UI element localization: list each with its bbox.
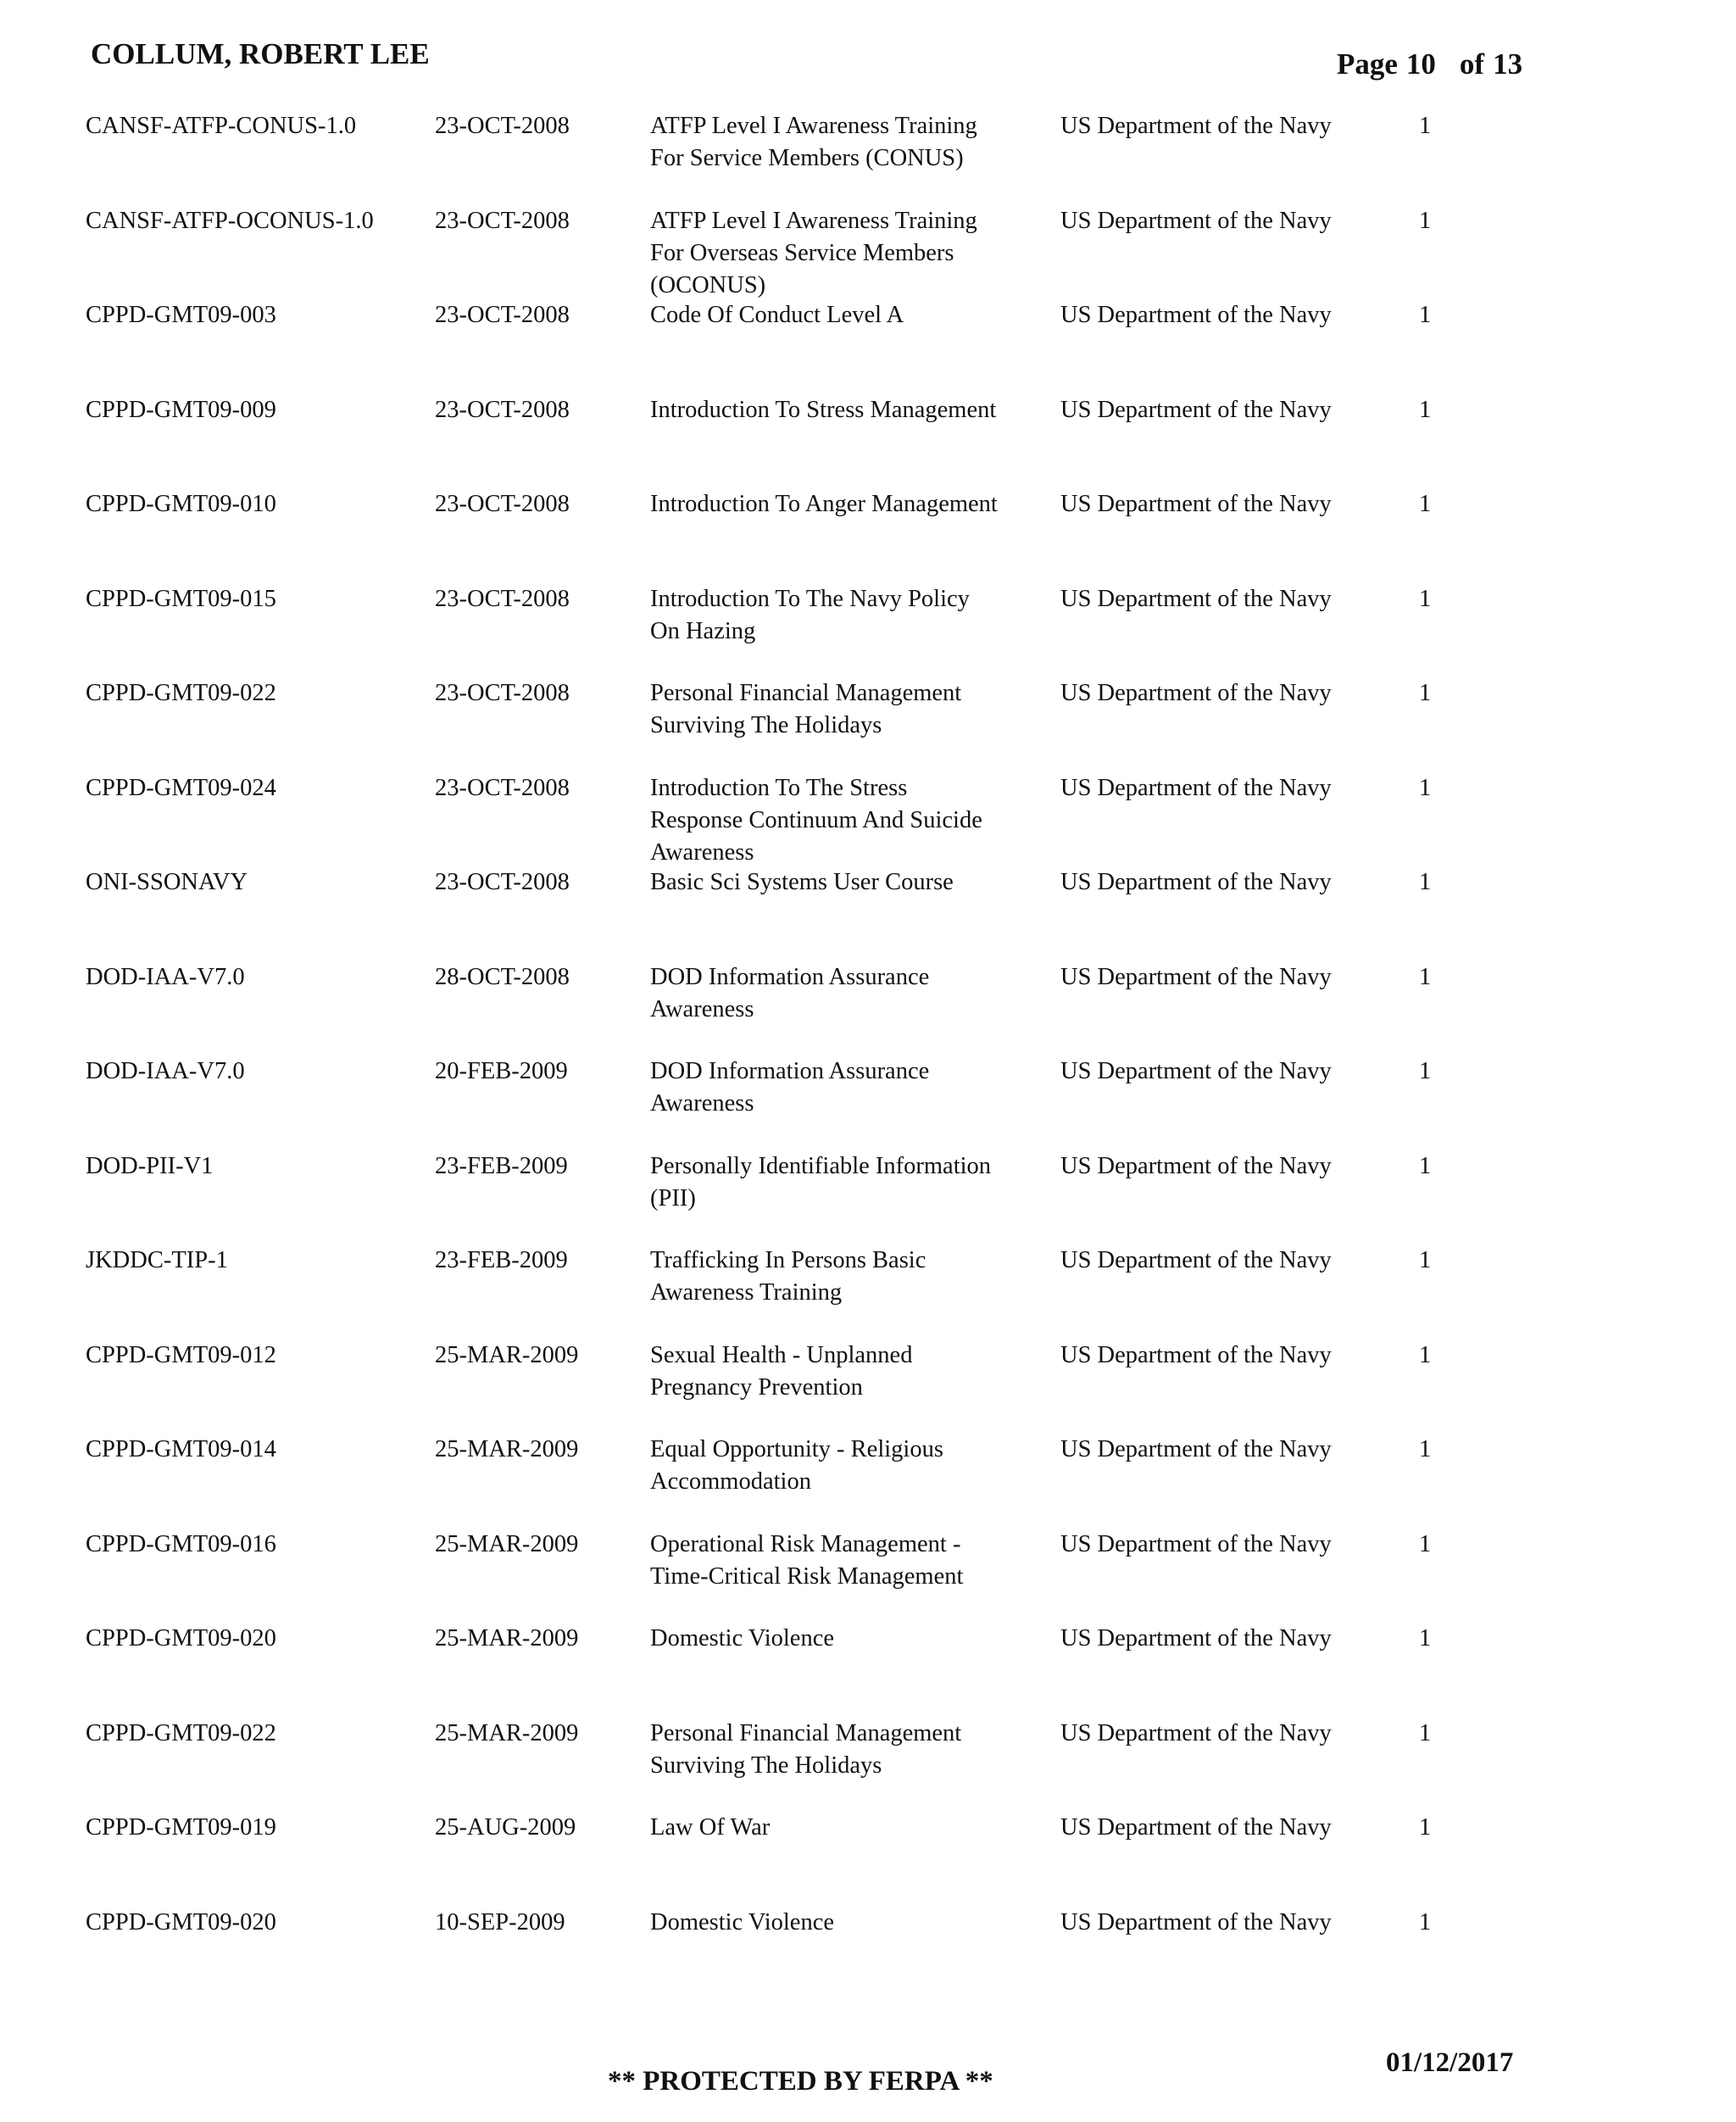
course-row: [0, 1055, 1736, 1149]
course-institution: US Department of the Navy: [1060, 963, 1332, 990]
course-title-line: Sexual Health - Unplanned: [650, 1341, 913, 1368]
course-date: 23-OCT-2008: [435, 302, 570, 328]
course-credit: 1: [1419, 1341, 1432, 1368]
course-row: [0, 583, 1736, 677]
course-institution: US Department of the Navy: [1060, 1341, 1332, 1368]
course-credit: 1: [1419, 585, 1432, 612]
course-title-line: DOD Information Assurance: [650, 1058, 930, 1084]
course-code: CPPD-GMT09-014: [86, 1436, 276, 1462]
course-code: CPPD-GMT09-019: [86, 1814, 276, 1841]
course-title-line: Personal Financial Management: [650, 680, 962, 706]
course-title: [650, 1339, 1023, 1404]
course-title-line: On Hazing: [650, 617, 756, 644]
course-credit: 1: [1419, 774, 1432, 801]
course-title-line: Time-Critical Risk Management: [650, 1562, 964, 1590]
course-title-line: Awareness: [650, 838, 754, 866]
course-institution: US Department of the Navy: [1060, 1625, 1332, 1651]
course-row: [0, 1623, 1736, 1716]
course-row: [0, 394, 1736, 487]
course-code: CPPD-GMT09-012: [86, 1341, 276, 1368]
course-credit: 1: [1419, 1436, 1432, 1462]
course-row: [0, 1434, 1736, 1527]
course-date: 23-OCT-2008: [435, 113, 570, 139]
course-title-line: Domestic Violence: [650, 1625, 834, 1651]
course-code: DOD-PII-V1: [86, 1152, 214, 1179]
course-title-line: Surviving The Holidays: [650, 712, 882, 738]
course-credit: 1: [1419, 207, 1432, 234]
course-title-line: Introduction To The Navy Policy: [650, 585, 970, 612]
course-institution: US Department of the Navy: [1060, 1436, 1332, 1462]
course-title-line: Introduction To Anger Management: [650, 491, 998, 517]
course-row: [0, 866, 1736, 960]
course-date: 23-FEB-2009: [435, 1247, 568, 1273]
course-credit: 1: [1419, 1814, 1432, 1841]
course-title: [650, 110, 1023, 175]
of-label: of: [1459, 47, 1485, 81]
course-credit: 1: [1419, 113, 1432, 139]
course-title: [650, 1529, 1023, 1593]
course-credit: 1: [1419, 1625, 1432, 1651]
ferpa-notice: ** PROTECTED BY FERPA **: [608, 2066, 993, 2097]
course-title: [650, 1434, 1023, 1498]
course-title-line: Surviving The Holidays: [650, 1752, 882, 1779]
course-institution: US Department of the Navy: [1060, 491, 1332, 517]
course-title: [650, 866, 1023, 899]
course-title-line: Pregnancy Prevention: [650, 1373, 863, 1401]
course-code: CPPD-GMT09-022: [86, 1719, 276, 1746]
course-row: [0, 1529, 1736, 1622]
course-institution: US Department of the Navy: [1060, 207, 1332, 234]
course-title: [650, 1718, 1023, 1782]
course-title: [650, 1245, 1023, 1309]
course-row: [0, 1339, 1736, 1433]
course-title-line: (PII): [650, 1184, 696, 1211]
course-institution: US Department of the Navy: [1060, 396, 1332, 423]
course-title-line: Personally Identifiable Information: [650, 1152, 992, 1179]
course-date: 28-OCT-2008: [435, 963, 570, 990]
course-date: 25-AUG-2009: [435, 1814, 576, 1841]
course-code: CPPD-GMT09-024: [86, 774, 276, 801]
course-title-line: Response Continuum And Suicide: [650, 806, 982, 833]
course-title-line: Accommodation: [650, 1468, 811, 1495]
course-institution: US Department of the Navy: [1060, 1719, 1332, 1746]
page-indicator: [1337, 47, 1522, 81]
course-row: [0, 1150, 1736, 1244]
course-title-line: Equal Opportunity - Religious: [650, 1436, 943, 1462]
course-title: [650, 1812, 1023, 1844]
course-title-line: Basic Sci Systems User Course: [650, 869, 954, 895]
course-title-line: (OCONUS): [650, 271, 766, 298]
course-title: [650, 1907, 1023, 1939]
course-row: [0, 961, 1736, 1055]
course-code: CPPD-GMT09-022: [86, 680, 276, 706]
course-date: 25-MAR-2009: [435, 1341, 579, 1368]
course-date: 25-MAR-2009: [435, 1436, 579, 1462]
course-code: CPPD-GMT09-020: [86, 1908, 276, 1935]
course-row: [0, 299, 1736, 393]
course-institution: US Department of the Navy: [1060, 302, 1332, 328]
course-credit: 1: [1419, 396, 1432, 423]
course-code: JKDDC-TIP-1: [86, 1247, 228, 1273]
course-row: [0, 1907, 1736, 2000]
course-credit: 1: [1419, 302, 1432, 328]
total-pages: 13: [1493, 47, 1523, 81]
course-date: 25-MAR-2009: [435, 1719, 579, 1746]
course-title: [650, 677, 1023, 742]
course-code: CANSF-ATFP-CONUS-1.0: [86, 113, 357, 139]
course-institution: US Department of the Navy: [1060, 774, 1332, 801]
page-number: 10: [1405, 47, 1436, 81]
course-title: [650, 772, 1023, 869]
course-credit: 1: [1419, 1719, 1432, 1746]
course-title-line: Awareness: [650, 995, 754, 1022]
course-institution: US Department of the Navy: [1060, 1814, 1332, 1841]
course-institution: US Department of the Navy: [1060, 1908, 1332, 1935]
course-credit: 1: [1419, 1152, 1432, 1179]
course-date: 23-OCT-2008: [435, 491, 570, 517]
course-institution: US Department of the Navy: [1060, 680, 1332, 706]
course-title: [650, 488, 1023, 521]
course-row: [0, 488, 1736, 582]
course-title-line: DOD Information Assurance: [650, 963, 930, 990]
course-code: DOD-IAA-V7.0: [86, 963, 245, 990]
course-date: 23-OCT-2008: [435, 396, 570, 423]
course-code: CPPD-GMT09-009: [86, 396, 276, 423]
course-title-line: For Service Members (CONUS): [650, 145, 964, 171]
course-title-line: Domestic Violence: [650, 1908, 834, 1935]
course-title: [650, 1150, 1023, 1215]
course-row: [0, 772, 1736, 866]
course-date: 10-SEP-2009: [435, 1908, 565, 1935]
course-code: CPPD-GMT09-020: [86, 1625, 276, 1651]
course-row: [0, 1812, 1736, 1905]
course-title: [650, 205, 1023, 302]
course-institution: US Department of the Navy: [1060, 1058, 1332, 1084]
course-row: [0, 677, 1736, 771]
course-title-line: Introduction To Stress Management: [650, 396, 997, 423]
course-title: [650, 394, 1023, 426]
course-code: DOD-IAA-V7.0: [86, 1058, 245, 1084]
report-date: 01/12/2017: [1386, 2047, 1514, 2078]
course-credit: 1: [1419, 1058, 1432, 1084]
course-date: 23-OCT-2008: [435, 585, 570, 612]
course-code: CPPD-GMT09-016: [86, 1530, 276, 1557]
course-title-line: Awareness Training: [650, 1279, 843, 1306]
course-date: 23-OCT-2008: [435, 680, 570, 706]
course-title: [650, 583, 1023, 648]
course-title: [650, 299, 1023, 331]
course-row: [0, 110, 1736, 203]
page-label: Page: [1337, 47, 1398, 81]
course-title-line: Awareness: [650, 1090, 754, 1117]
course-title-line: Code Of Conduct Level A: [650, 302, 904, 328]
course-title: [650, 961, 1023, 1026]
course-title-line: ATFP Level I Awareness Training: [650, 113, 977, 139]
course-credit: 1: [1419, 1247, 1432, 1273]
course-institution: US Department of the Navy: [1060, 113, 1332, 139]
course-credit: 1: [1419, 680, 1432, 706]
course-code: CPPD-GMT09-015: [86, 585, 276, 612]
course-institution: US Department of the Navy: [1060, 585, 1332, 612]
course-credit: 1: [1419, 1530, 1432, 1557]
student-name: COLLUM, ROBERT LEE: [91, 37, 430, 70]
course-credit: 1: [1419, 1908, 1432, 1935]
course-code: ONI-SSONAVY: [86, 869, 248, 895]
course-date: 20-FEB-2009: [435, 1058, 568, 1084]
course-title-line: ATFP Level I Awareness Training: [650, 207, 977, 234]
course-credit: 1: [1419, 491, 1432, 517]
course-title-line: Introduction To The Stress: [650, 774, 908, 801]
course-date: 23-OCT-2008: [435, 207, 570, 234]
course-credit: 1: [1419, 963, 1432, 990]
course-credit: 1: [1419, 869, 1432, 895]
course-row: [0, 205, 1736, 298]
course-title: [650, 1055, 1023, 1120]
course-title-line: Personal Financial Management: [650, 1719, 962, 1746]
course-title-line: Trafficking In Persons Basic: [650, 1247, 926, 1273]
course-date: 23-OCT-2008: [435, 774, 570, 801]
course-title-line: Operational Risk Management -: [650, 1530, 961, 1557]
course-title-line: For Overseas Service Members: [650, 239, 954, 266]
course-row: [0, 1245, 1736, 1338]
course-date: 25-MAR-2009: [435, 1625, 579, 1651]
course-date: 23-FEB-2009: [435, 1152, 568, 1179]
course-row: [0, 1718, 1736, 1811]
course-institution: US Department of the Navy: [1060, 1530, 1332, 1557]
course-date: 25-MAR-2009: [435, 1530, 579, 1557]
course-code: CPPD-GMT09-010: [86, 491, 276, 517]
course-date: 23-OCT-2008: [435, 869, 570, 895]
course-institution: US Department of the Navy: [1060, 1247, 1332, 1273]
course-title-line: Law Of War: [650, 1814, 771, 1841]
course-code: CANSF-ATFP-OCONUS-1.0: [86, 207, 374, 234]
course-institution: US Department of the Navy: [1060, 1152, 1332, 1179]
course-title: [650, 1623, 1023, 1655]
course-code: CPPD-GMT09-003: [86, 302, 276, 328]
course-institution: US Department of the Navy: [1060, 869, 1332, 895]
